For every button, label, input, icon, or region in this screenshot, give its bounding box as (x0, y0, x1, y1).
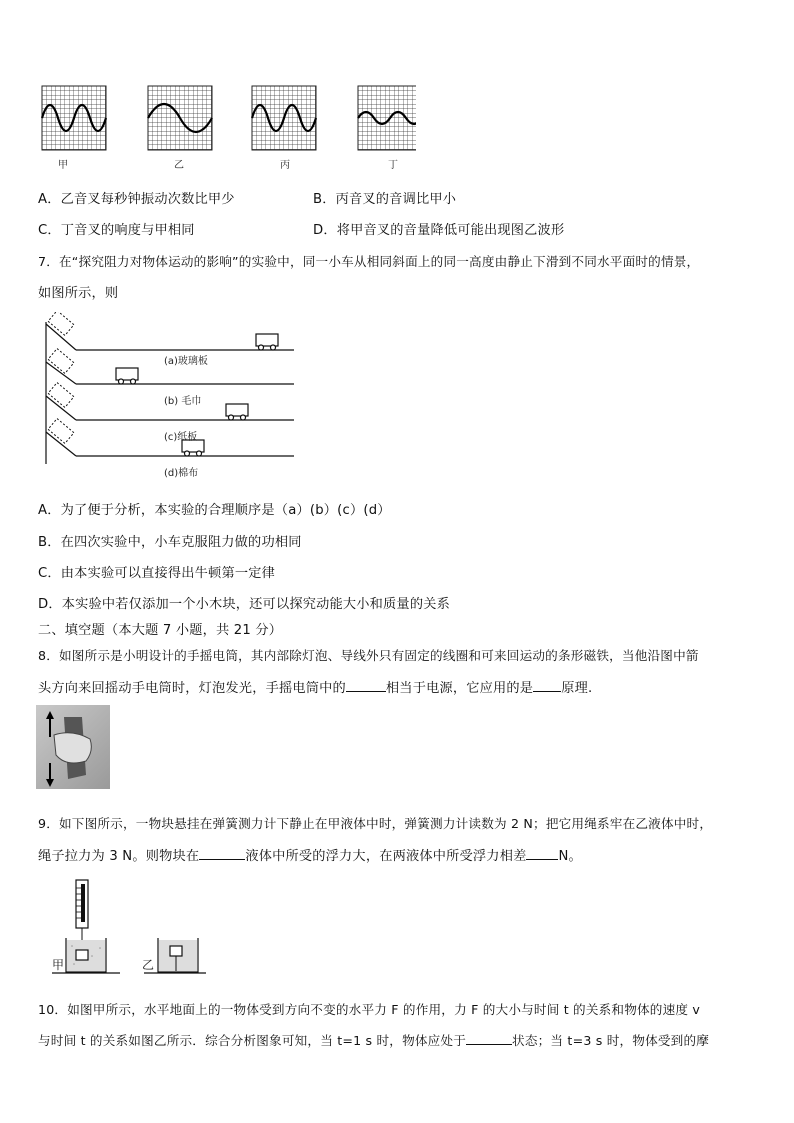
hand-flashlight-photo (36, 705, 110, 789)
q9-text-a: 绳子拉力为 3 N。则物块在 (38, 849, 200, 864)
q9-text-c: N。 (558, 849, 582, 864)
beaker-figure-svg (48, 876, 208, 980)
q6-option-b: B．丙音叉的音调比甲小 (313, 192, 457, 207)
q6-option-d: D．将甲音叉的音量降低可能出现图乙波形 (313, 223, 565, 238)
q8-blank-2[interactable] (533, 679, 561, 692)
q7-option-c: C．由本实验可以直接得出牛顿第一定律 (38, 566, 275, 581)
q8-text-c: 原理. (561, 681, 593, 696)
q7-option-a: A．为了便于分析，本实验的合理顺序是（a）(b）(c）(d） (38, 503, 391, 518)
q6-option-a: A．乙音叉每秒钟振动次数比甲少 (38, 192, 235, 207)
q9-blank-1[interactable] (199, 847, 245, 860)
incline-label-d: (d)棉布 (164, 468, 199, 479)
beaker-label-jia: 甲 (52, 958, 65, 972)
q8-stem-line1: 8．如图所示是小明设计的手摇电筒，其内部除灯泡、导线外只有固定的线圈和可来回运动的条形磁铁，当他沿图中箭 (38, 648, 699, 663)
hand-flashlight-svg (36, 705, 110, 789)
q7-stem-line1: 7．在“探究阻力对物体运动的影响”的实验中，同一小车从相同斜面上的同一高度由静止下滑到不同水平面时的情景， (38, 254, 700, 269)
q8-text-a: 头方向来回摇动手电筒时，灯泡发光，手摇电筒中的 (38, 681, 346, 696)
q7-stem-line2: 如图所示，则 (38, 286, 119, 301)
q9-blank-2[interactable] (526, 847, 558, 860)
incline-label-a: (a)玻璃板 (164, 356, 208, 367)
wave-panel-jia (42, 86, 106, 150)
q10-stem-line2 (38, 1030, 709, 1049)
q8-stem-line2 (38, 677, 592, 696)
q8-text-b: 相当于电源，它应用的是 (385, 681, 534, 696)
q6-option-c: C．丁音叉的响度与甲相同 (38, 223, 195, 238)
wave-label-ding: 丁 (388, 160, 398, 171)
section-2-title: 二、填空题（本大题 7 小题，共 21 分） (38, 623, 283, 638)
q9-text-b: 液体中所受的浮力大，在两液体中所受浮力相差 (245, 849, 527, 864)
wave-panel-yi (148, 86, 212, 150)
q9-beaker-figure (48, 876, 208, 980)
q9-stem-line2 (38, 845, 582, 864)
wave-panel-ding (358, 86, 416, 150)
q10-text-a: 与时间 t 的关系如图乙所示．综合分析图象可知，当 t=1 s 时，物体应处于 (38, 1033, 467, 1048)
q7-incline-figure (36, 312, 298, 480)
q8-blank-1[interactable] (346, 679, 386, 692)
beaker-label-yi: 乙 (142, 958, 155, 972)
wave-figure-svg (36, 84, 416, 174)
tuning-fork-wave-figure (36, 84, 416, 174)
incline-label-b: (b) 毛巾 (164, 396, 202, 407)
q7-option-b: B．在四次实验中，小车克服阻力做的功相同 (38, 535, 302, 550)
incline-label-c: (c)纸板 (164, 432, 198, 443)
wave-label-yi: 乙 (174, 160, 184, 171)
wave-panel-bing (252, 86, 316, 150)
q7-option-d: D．本实验中若仅添加一个小木块，还可以探究动能大小和质量的关系 (38, 597, 450, 612)
q9-stem-line1: 9．如下图所示，一物块悬挂在弹簧测力计下静止在甲液体中时，弹簧测力计读数为 2 N；把它用绳系牢在乙液体中时， (38, 816, 713, 831)
q10-text-b: 状态；当 t=3 s 时，物体受到的摩 (512, 1033, 710, 1048)
wave-label-bing: 丙 (280, 160, 290, 171)
q10-blank-1[interactable] (466, 1032, 512, 1045)
wave-label-jia: 甲 (58, 160, 68, 171)
q10-stem-line1: 10．如图甲所示，水平地面上的一物体受到方向不变的水平力 F 的作用，力 F 的大小与时间 t 的关系和物体的速度 v (38, 1002, 701, 1017)
